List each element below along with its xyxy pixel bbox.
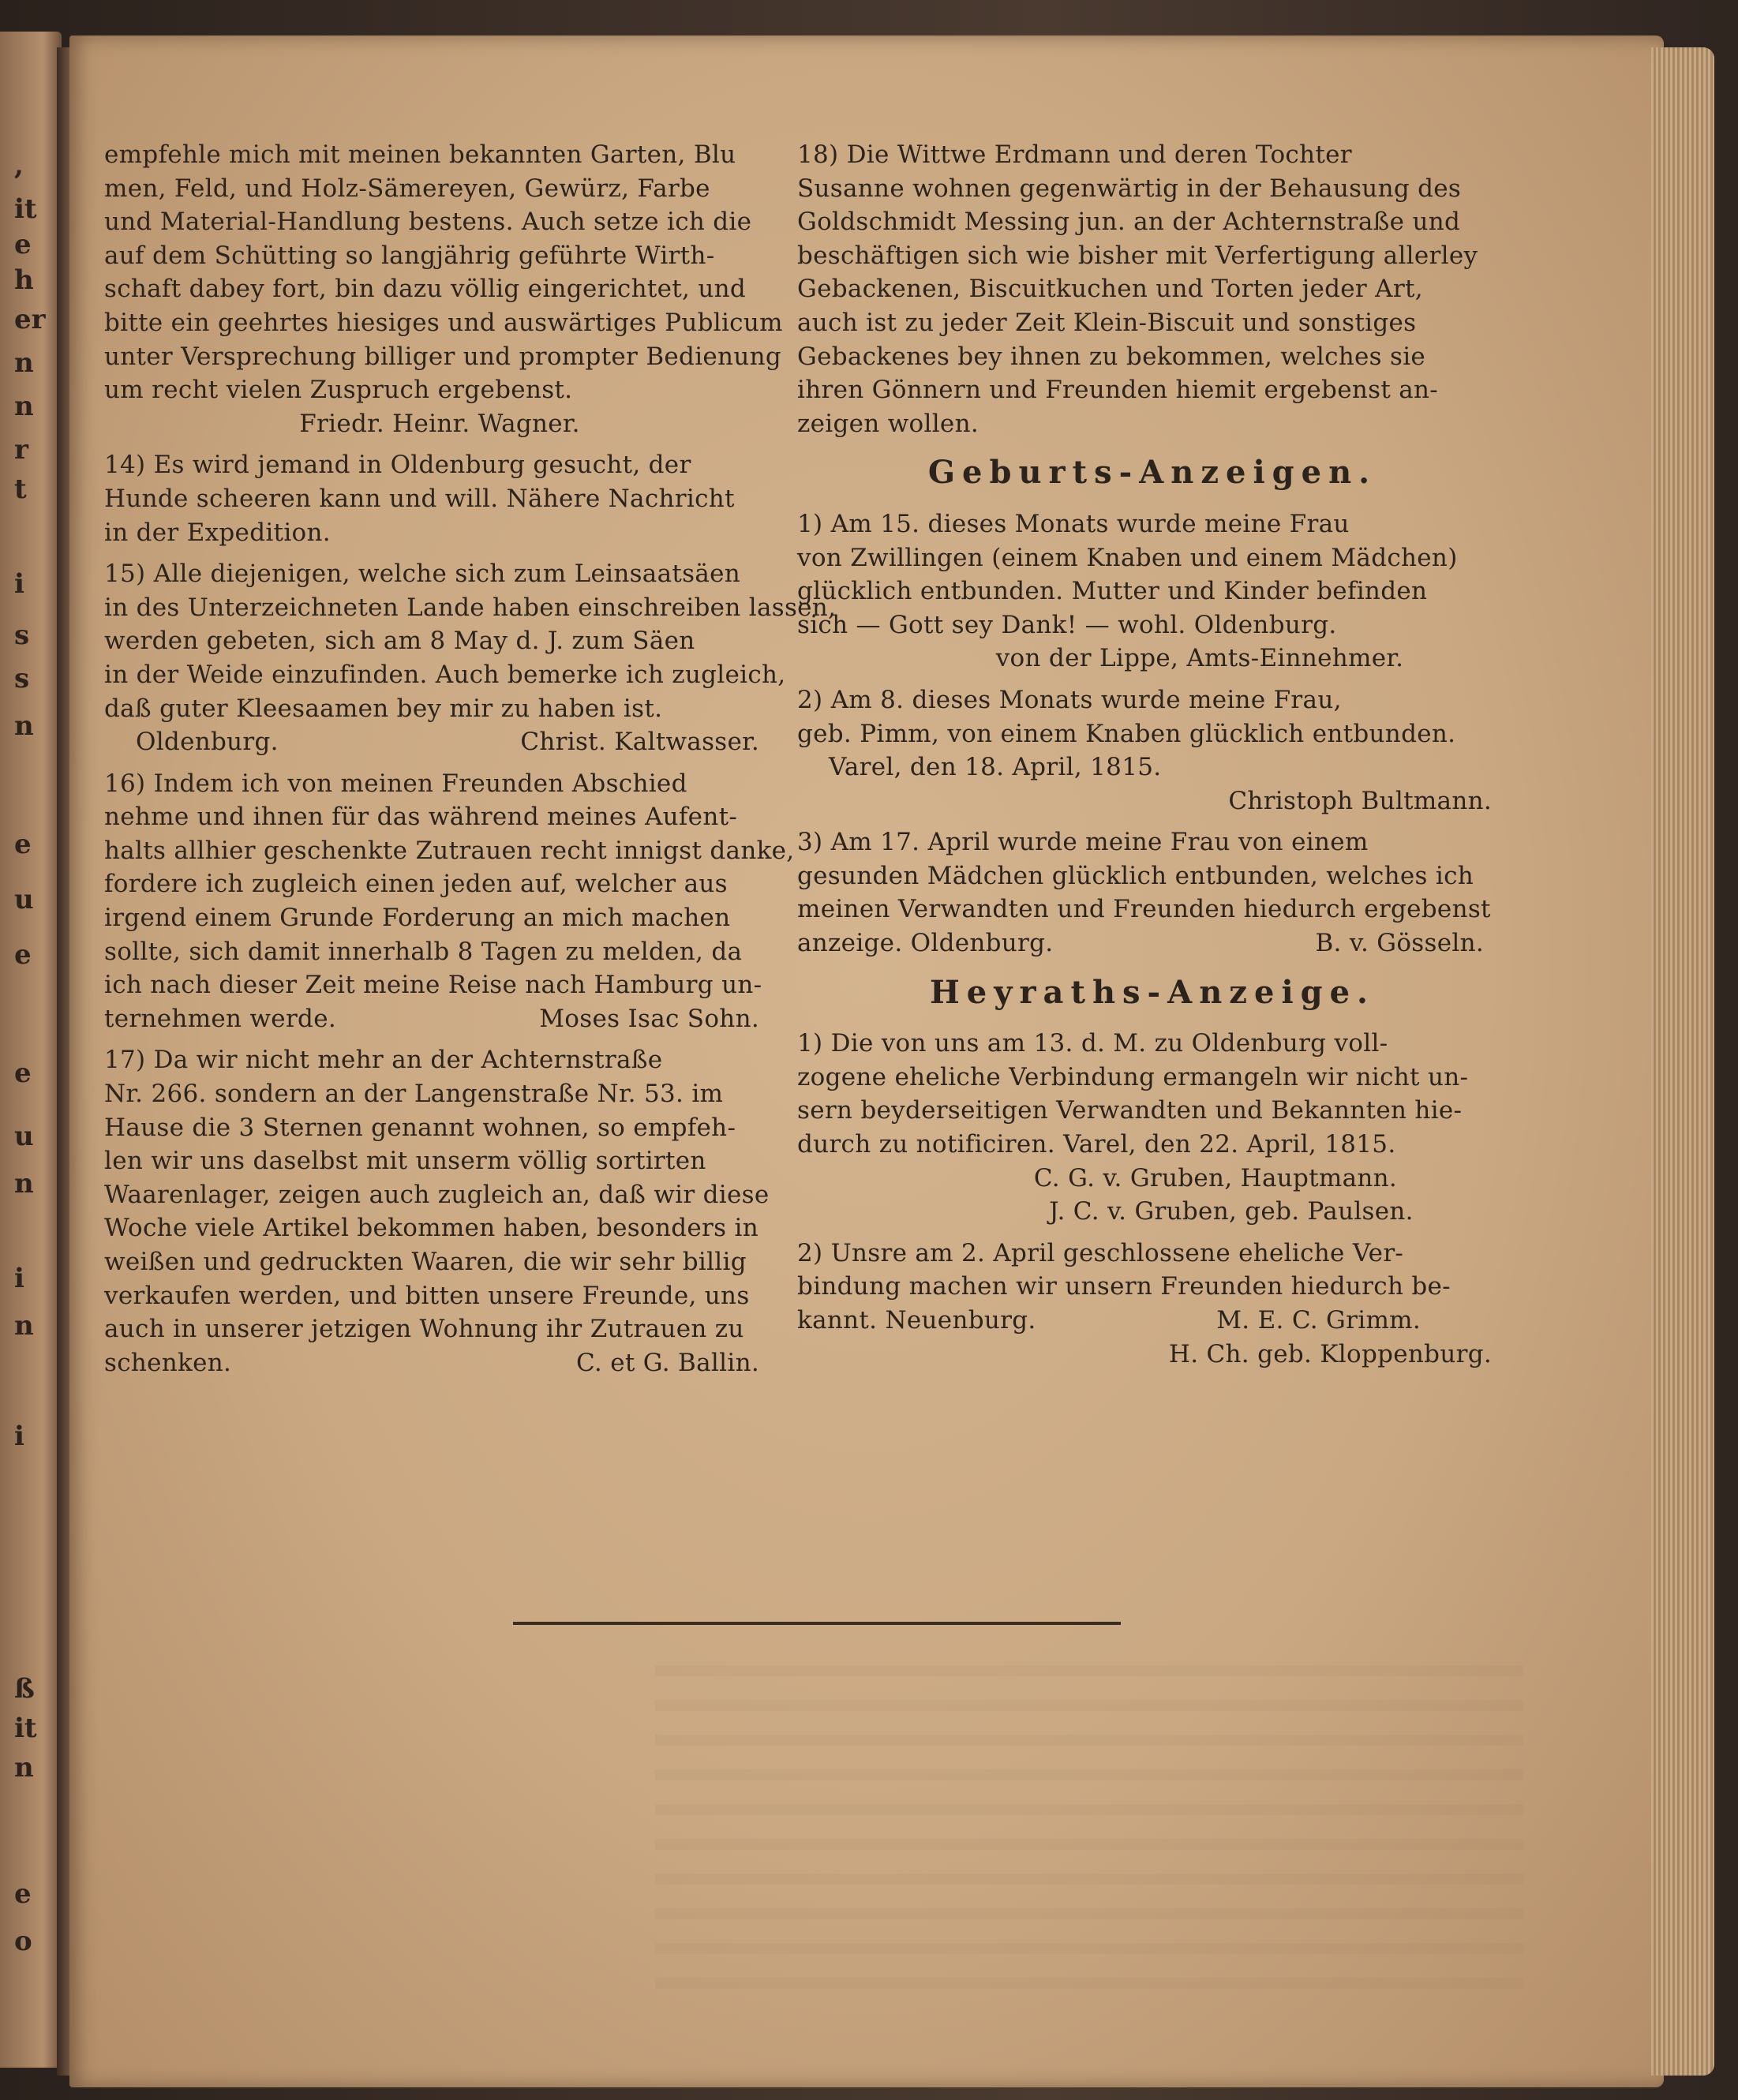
last-line-with-signature	[797, 926, 1508, 960]
ad-14	[104, 448, 775, 549]
facing-page-fragment: s	[14, 663, 30, 694]
text-line: len wir uns daselbst mit unserm völlig sortirten	[104, 1147, 706, 1176]
text-line: auf dem Schütting so langjährig geführte Wirth-	[104, 241, 715, 270]
birth-notice-1	[797, 507, 1508, 676]
text-line: und Material-Handlung bestens. Auch setze ich die	[104, 208, 752, 237]
text-line: 14) Es wird jemand in Oldenburg gesucht, der	[104, 451, 691, 480]
ad-17	[104, 1043, 775, 1379]
facing-page-fragment: ß	[14, 1673, 35, 1705]
closing-rule	[513, 1622, 1121, 1625]
signature: J. C. v. Gruben, geb. Paulsen.	[1049, 1197, 1414, 1226]
text-line: beschäftigen sich wie bisher mit Verfertigung allerley	[797, 241, 1478, 270]
text-line: sich — Gott sey Dank! — wohl. Oldenburg.	[797, 610, 1337, 639]
text-line: anzeige. Oldenburg.	[797, 929, 1054, 958]
facing-page-fragment: e	[14, 1057, 32, 1089]
text-line: 1) Die von uns am 13. d. M. zu Oldenburg voll-	[797, 1029, 1388, 1058]
ad-18	[797, 138, 1508, 440]
right-column	[797, 138, 1508, 1379]
facing-page-edge	[0, 32, 62, 2068]
marriage-heading: Heyraths-Anzeige.	[930, 973, 1375, 1011]
text-line: verkaufen werden, und bitten unsere Freunde, uns	[104, 1281, 750, 1310]
text-line: bitte ein geehrtes hiesiges und auswärtiges Publicum	[104, 308, 783, 337]
text-line: auch in unserer jetzigen Wohnung ihr Zutrauen zu	[104, 1315, 744, 1344]
text-line: in der Expedition.	[104, 518, 331, 547]
text-line: Woche viele Artikel bekommen haben, besonders in	[104, 1214, 759, 1243]
text-line: von Zwillingen (einem Knaben und einem Mädchen)	[797, 543, 1458, 572]
text-line: nehme und ihnen für das während meines Aufent-	[104, 803, 738, 832]
last-line-with-signature	[104, 1346, 775, 1380]
facing-page-fragment: h	[14, 264, 34, 296]
text-line: 18) Die Wittwe Erdmann und deren Tochter	[797, 140, 1352, 169]
text-line: bindung machen wir unsern Freunden hiedurch be-	[797, 1272, 1451, 1301]
text-line: Hunde scheeren kann und will. Nähere Nachricht	[104, 484, 735, 513]
text-line: geb. Pimm, von einem Knaben glücklich entbunden.	[797, 719, 1456, 748]
text-line: unter Versprechung billiger und prompter Bedienung	[104, 342, 781, 371]
facing-page-fragment: i	[14, 568, 24, 600]
text-line: sollte, sich damit innerhalb 8 Tagen zu melden, da	[104, 937, 743, 966]
text-line: durch zu notificiren. Varel, den 22. April, 1815.	[797, 1130, 1396, 1159]
text-line: zeigen wollen.	[797, 409, 979, 438]
text-line: sern beyderseitigen Verwandten und Bekannten hie-	[797, 1096, 1463, 1125]
text-line: fordere ich zugleich einen jeden auf, welcher aus	[104, 870, 728, 899]
facing-page-fragment: e	[14, 1878, 32, 1910]
signature: H. Ch. geb. Kloppenburg.	[1168, 1339, 1492, 1368]
facing-page-fragment: n	[14, 1752, 34, 1784]
text-line: Waarenlager, zeigen auch zugleich an, daß wir diese	[104, 1180, 770, 1209]
text-line: zogene eheliche Verbindung ermangeln wir nicht un-	[797, 1062, 1469, 1091]
text-line: Gebackenes bey ihnen zu bekommen, welches sie	[797, 342, 1426, 371]
facing-page-fragment: n	[14, 347, 34, 379]
signature: C. et G. Ballin.	[576, 1348, 759, 1377]
text-line: daß guter Kleesaamen bey mir zu haben ist.	[104, 694, 663, 723]
text-line: 16) Indem ich von meinen Freunden Abschied	[104, 769, 687, 798]
text-line: 2) Unsre am 2. April geschlossene eheliche Ver-	[797, 1238, 1404, 1267]
facing-page-fragment: t	[14, 474, 27, 505]
text-line: Hause die 3 Sternen genannt wohnen, so empfeh-	[104, 1113, 736, 1142]
text-line: auch ist zu jeder Zeit Klein-Biscuit und sonstiges	[797, 308, 1417, 337]
facing-page-fragment: n	[14, 391, 34, 422]
text-line: schenken.	[104, 1348, 232, 1377]
births-heading: Geburts-Anzeigen.	[927, 454, 1377, 492]
facing-page-fragment: n	[14, 710, 34, 742]
text-line: halts allhier geschenkte Zutrauen recht innigst danke,	[104, 836, 795, 865]
ad-13-continuation	[104, 138, 783, 440]
left-column	[104, 138, 837, 1387]
facing-page-fragment: it	[14, 193, 37, 225]
facing-page-fragment: it	[14, 1713, 37, 1744]
facing-page-fragment: er	[14, 304, 46, 335]
signature: Christ. Kaltwasser.	[520, 728, 759, 757]
page-stack-edge	[1651, 47, 1714, 2076]
text-line: irgend einem Grunde Forderung an mich machen	[104, 904, 731, 933]
facing-page-fragment: e	[14, 829, 32, 860]
last-line-with-signature	[104, 1002, 775, 1036]
text-line: Goldschmidt Messing jun. an der Achternstraße und	[797, 208, 1461, 237]
text-line: 2) Am 8. dieses Monats wurde meine Frau,	[797, 685, 1342, 714]
text-line: Varel, den 18. April, 1815.	[829, 753, 1162, 782]
text-line: kannt. Neuenburg.	[797, 1306, 1036, 1334]
marriage-notice-2	[797, 1237, 1508, 1371]
marriage-notice-1	[797, 1027, 1508, 1229]
text-line: men, Feld, und Holz-Sämereyen, Gewürz, Farbe	[104, 174, 710, 203]
text-line: 3) Am 17. April wurde meine Frau von einem	[797, 828, 1369, 857]
signature: Moses Isac Sohn.	[539, 1004, 759, 1033]
text-line: Nr. 266. sondern an der Langenstraße Nr. 53. im	[104, 1080, 724, 1109]
ad-15	[104, 557, 837, 759]
text-line: 17) Da wir nicht mehr an der Achternstraße	[104, 1046, 663, 1075]
facing-page-fragment: n	[14, 1168, 34, 1200]
facing-page-fragment: u	[14, 1121, 34, 1152]
text-line: in des Unterzeichneten Lande haben einschreiben lassen,	[104, 593, 837, 622]
text-line: ihren Gönnern und Freunden hiemit ergebenst an-	[797, 376, 1439, 405]
text-line: Susanne wohnen gegenwärtig in der Behausung des	[797, 174, 1462, 203]
signature: C. G. v. Gruben, Hauptmann.	[1033, 1163, 1398, 1192]
last-line-with-signature	[797, 1304, 1508, 1338]
text-line: weißen und gedruckten Waaren, die wir sehr billig	[104, 1248, 747, 1276]
signature: von der Lippe, Amts-Einnehmer.	[995, 644, 1404, 673]
birth-notice-3	[797, 825, 1508, 960]
text-line: werden gebeten, sich am 8 May d. J. zum Säen	[104, 627, 695, 656]
facing-page-fragment: n	[14, 1310, 34, 1342]
text-line: in der Weide einzufinden. Auch bemerke ich zugleich,	[104, 660, 786, 689]
text-line: ternehmen werde.	[104, 1004, 337, 1033]
signature: Christoph Bultmann.	[1228, 786, 1492, 815]
facing-page-fragment: r	[14, 434, 28, 466]
place-signature-line	[104, 725, 775, 759]
facing-page-fragment: ,	[14, 150, 24, 182]
text-line: empfehle mich mit meinen bekannten Garten, Blu	[104, 140, 736, 169]
signature: Friedr. Heinr. Wagner.	[299, 409, 580, 438]
text-line: um recht vielen Zuspruch ergebenst.	[104, 376, 573, 405]
signature: M. E. C. Grimm.	[1216, 1306, 1421, 1334]
facing-page-fragment: o	[14, 1926, 32, 1957]
text-line: gesunden Mädchen glücklich entbunden, welches ich	[797, 861, 1474, 890]
text-line: schaft dabey fort, bin dazu völlig eingerichtet, und	[104, 275, 747, 304]
facing-page-fragment: e	[14, 939, 32, 971]
text-line: meinen Verwandten und Freunden hiedurch ergebenst	[797, 895, 1491, 924]
facing-page-fragment: i	[14, 1263, 24, 1294]
text-line: 15) Alle diejenigen, welche sich zum Leinsaatsäen	[104, 560, 741, 589]
birth-notice-2	[797, 683, 1508, 818]
facing-page-fragment: s	[14, 620, 30, 651]
facing-page-fragment: i	[14, 1421, 24, 1452]
text-line: 1) Am 15. dieses Monats wurde meine Frau	[797, 509, 1350, 538]
signature: B. v. Gösseln.	[1315, 929, 1484, 958]
text-line: Gebackenen, Biscuitkuchen und Torten jeder Art,	[797, 275, 1423, 304]
show-through-texture	[655, 1657, 1523, 1989]
facing-page-fragment: e	[14, 229, 32, 260]
text-line: glücklich entbunden. Mutter und Kinder befinden	[797, 577, 1428, 606]
place-name: Oldenburg.	[136, 728, 279, 757]
ad-16	[104, 767, 795, 1036]
facing-page-fragment: u	[14, 884, 34, 915]
text-line: ich nach dieser Zeit meine Reise nach Hamburg un-	[104, 971, 762, 1000]
